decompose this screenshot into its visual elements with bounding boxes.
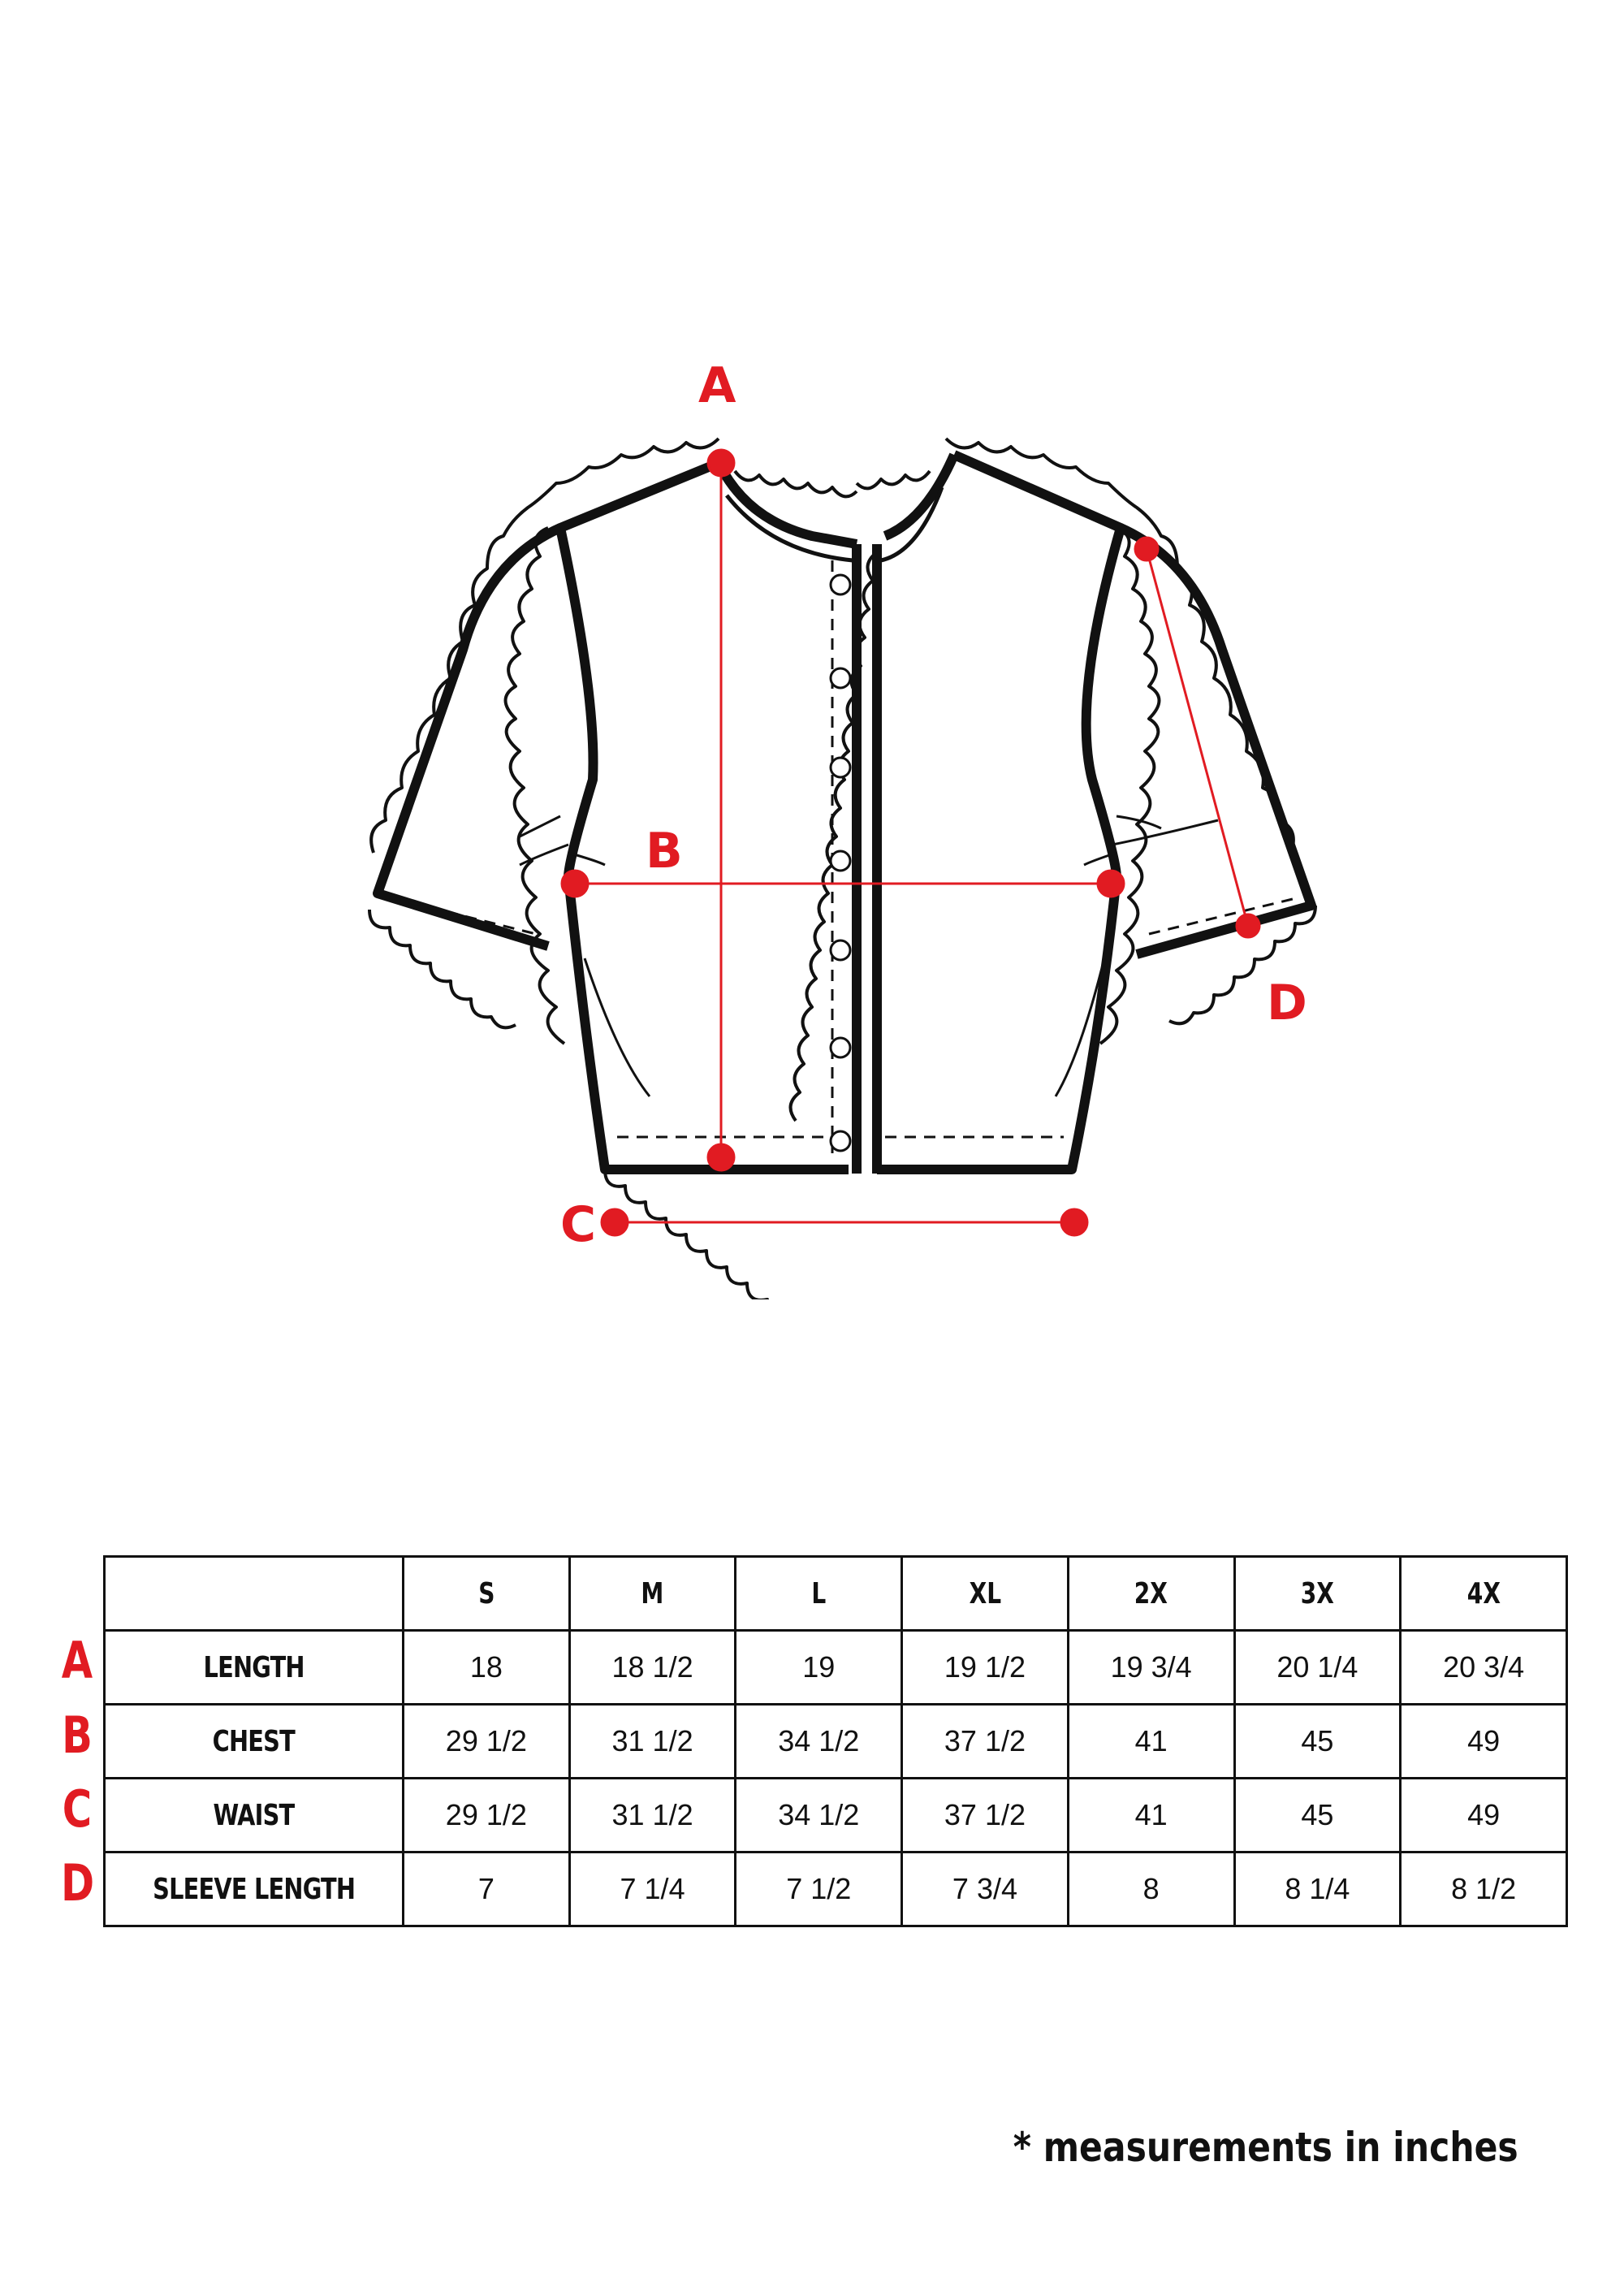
header-size: L	[754, 1557, 883, 1631]
button	[831, 1038, 850, 1057]
table-cell: 8 1/2	[1401, 1852, 1567, 1926]
table-cell: 45	[1234, 1779, 1401, 1852]
size-chart-table	[103, 1555, 1568, 1927]
button	[831, 940, 850, 960]
button	[831, 851, 850, 871]
table-cell: 20 1/4	[1234, 1631, 1401, 1705]
row-label-chest: CHEST	[105, 1705, 404, 1779]
table-cell: 34 1/2	[736, 1705, 902, 1779]
table-cell: 19 3/4	[1068, 1631, 1234, 1705]
header-size: 3X	[1253, 1557, 1383, 1631]
table-cell: 49	[1401, 1779, 1567, 1852]
header-size: 2X	[1086, 1557, 1216, 1631]
marker-label-b: B	[646, 823, 683, 880]
row-label-waist: WAIST	[105, 1779, 404, 1852]
length-dot-bottom	[708, 1144, 734, 1170]
chest-dot-right	[1098, 871, 1124, 897]
sleeve-line	[1147, 549, 1248, 926]
table-cell: 8 1/4	[1234, 1852, 1401, 1926]
row-label-length: LENGTH	[105, 1631, 404, 1705]
table-cell: 7 1/4	[569, 1852, 736, 1926]
header-size: M	[588, 1557, 718, 1631]
table-cell: 18	[404, 1631, 570, 1705]
button-placket	[831, 575, 850, 1151]
table-cell: 41	[1068, 1705, 1234, 1779]
sleeve-dot-bottom	[1237, 914, 1259, 937]
table-cell: 37 1/2	[902, 1779, 1069, 1852]
header-size: XL	[920, 1557, 1050, 1631]
table-cell: 29 1/2	[404, 1779, 570, 1852]
marker-label-d: D	[1267, 975, 1307, 1031]
row-letter-d: D	[61, 1853, 95, 1913]
row-letter-c: C	[62, 1779, 93, 1839]
button	[831, 758, 850, 777]
marker-label-c: C	[560, 1196, 597, 1253]
table-row	[105, 1852, 1567, 1926]
length-dot-top	[708, 450, 734, 476]
table-cell: 20 3/4	[1401, 1631, 1567, 1705]
table-cell: 29 1/2	[404, 1705, 570, 1779]
table-row	[105, 1779, 1567, 1852]
table-cell: 7 1/2	[736, 1852, 902, 1926]
button	[831, 575, 850, 594]
table-cell: 31 1/2	[569, 1705, 736, 1779]
header-size: 4X	[1419, 1557, 1548, 1631]
row-letter-a: A	[61, 1631, 93, 1690]
table-cell: 8	[1068, 1852, 1234, 1926]
marker-label-a: A	[698, 357, 736, 414]
table-cell: 34 1/2	[736, 1779, 902, 1852]
waist-dot-left	[602, 1209, 628, 1235]
table-row	[105, 1631, 1567, 1705]
table-header-row	[105, 1557, 1567, 1631]
table-cell: 7	[404, 1852, 570, 1926]
table-cell: 45	[1234, 1705, 1401, 1779]
measurement-note: * measurements in inches	[1013, 2124, 1518, 2171]
table-cell: 37 1/2	[902, 1705, 1069, 1779]
bodice-outline	[560, 455, 1121, 1174]
row-label-sleeve-length: SLEEVE LENGTH	[105, 1852, 404, 1926]
sleeve-dot-top	[1135, 538, 1158, 560]
table-cell: 49	[1401, 1705, 1567, 1779]
table-cell: 19 1/2	[902, 1631, 1069, 1705]
button	[831, 668, 850, 688]
table-cell: 31 1/2	[569, 1779, 736, 1852]
row-letter-b: B	[62, 1706, 93, 1765]
waist-dot-right	[1061, 1209, 1087, 1235]
chest-dot-left	[562, 871, 588, 897]
table-row	[105, 1705, 1567, 1779]
table-cell: 7 3/4	[902, 1852, 1069, 1926]
header-corner-cell	[137, 1557, 370, 1631]
table-cell: 18 1/2	[569, 1631, 736, 1705]
header-size: S	[421, 1557, 551, 1631]
table-cell: 19	[736, 1631, 902, 1705]
table-cell: 41	[1068, 1779, 1234, 1852]
button	[831, 1131, 850, 1151]
